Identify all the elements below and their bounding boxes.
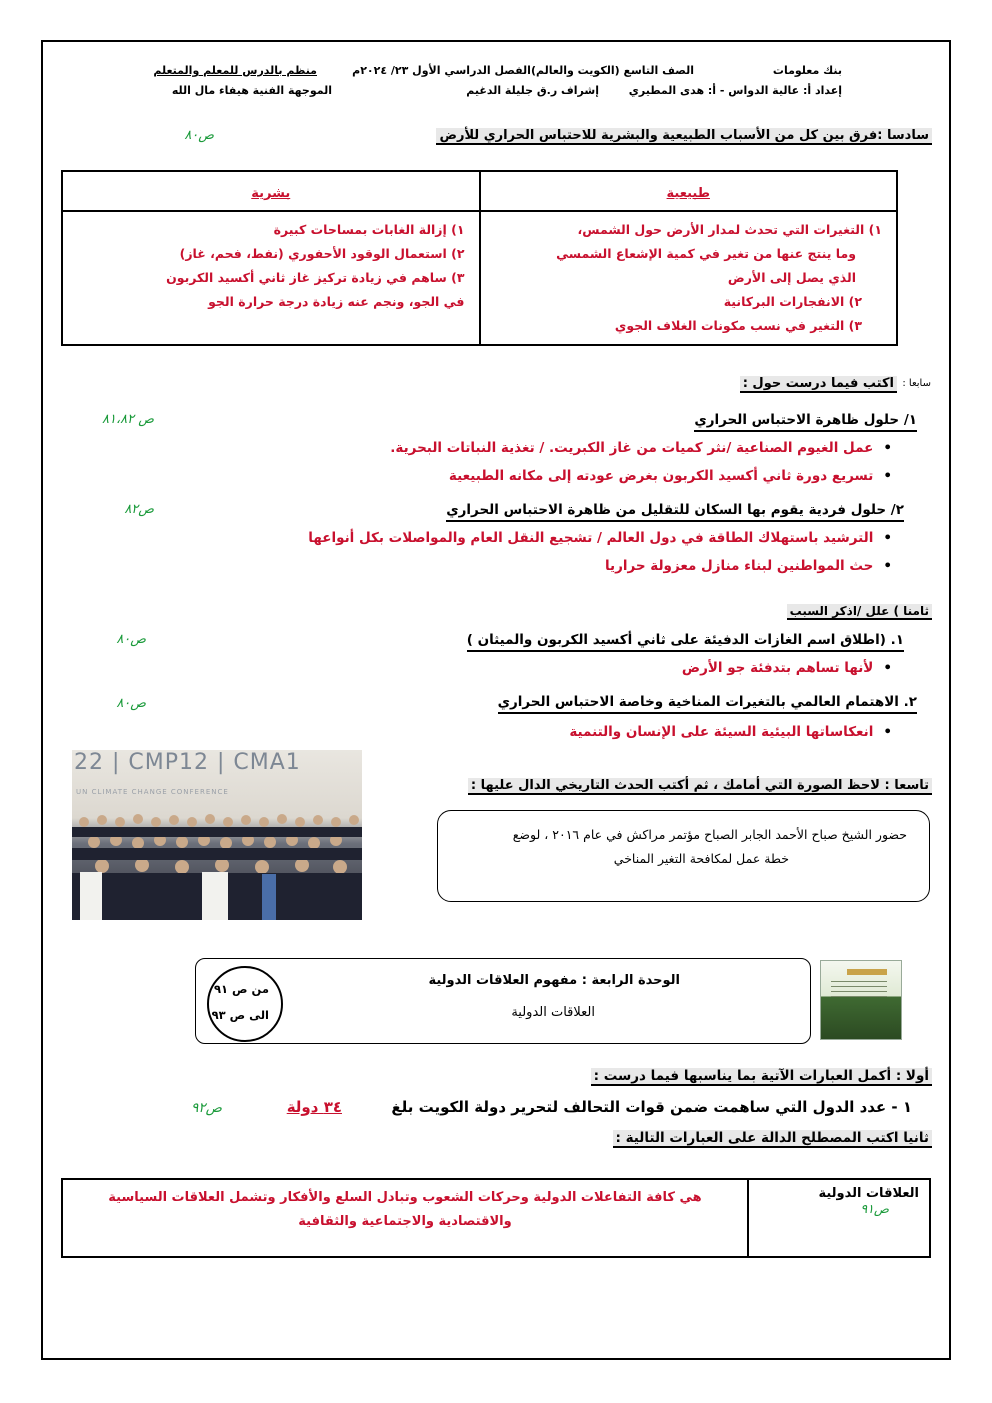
section8-q2-answer: • انعكاساتها البيئية السيئة على الإنسان والتنمية <box>569 724 892 740</box>
section7-q1-answer1: • عمل الغيوم الصناعية /نثر كميات من غاز الكبريت. / تغذية النباتات البحرية. <box>390 440 892 456</box>
unit-cover-title-mark <box>847 969 887 975</box>
part1-question: ١ - عدد الدول التي ساهمت ضمن قوات التحالف لتحرير دولة الكويت بلغ <box>391 1098 912 1116</box>
unit4-pages-circle <box>207 966 283 1042</box>
human-item: ٣) ساهم في زيادة تركيز غاز ثاني أكسيد الكربون <box>166 270 465 285</box>
part1-answer: ٣٤ دولة <box>286 1098 342 1116</box>
human-item: ٢) استعمال الوقود الأحفوري (نفط، فحم، غاز) <box>179 246 465 261</box>
human-item: في الجو، ونجم عنه زيادة درجة حرارة الجو <box>208 294 465 309</box>
crowd-illustration <box>72 810 362 920</box>
section7-title: اكتب فيما درست حول : <box>740 376 897 393</box>
term-page-ref: ص٩١ <box>860 1201 889 1216</box>
conference-photo <box>72 750 362 920</box>
unit4-from-page: من ص ٩١ <box>214 982 269 996</box>
header-tech-supervisor: الموجهة الفنية هيفاء مال الله <box>171 84 332 97</box>
section6-title: سادسا :فرق بين كل من الأسباب الطبيعية والبشرية للاحتباس الحراري للأرض <box>436 128 932 145</box>
unit4-subtitle: العلاقات الدولية <box>511 1005 595 1020</box>
unit4-to-page: الى ص ٩٣ <box>211 1008 269 1022</box>
section9-answer-box <box>437 810 930 902</box>
definition-line1: هي كافة التفاعلات الدولية وحركات الشعوب وتبادل السلع والأفكار وتشمل العلاقات السياسية <box>108 1190 702 1205</box>
header-supervision: إشراف ر.ق جليلة الدغيم <box>466 84 599 97</box>
section7-q2-ref: ص٨٢ <box>124 502 154 517</box>
photo-subtitle: UN CLIMATE CHANGE CONFERENCE <box>76 788 229 796</box>
unit4-title: الوحدة الرابعة : مفهوم العلاقات الدولية <box>428 973 680 988</box>
natural-causes-cell <box>480 211 898 345</box>
natural-item: ٢) الانفجارات البركانية <box>723 294 862 309</box>
human-item: ١) إزالة الغابات بمساحات كبيرة <box>273 222 465 237</box>
human-causes-cell <box>62 211 480 345</box>
part1-page-ref: ص٩٢ <box>191 1100 222 1116</box>
section7-q2: ٢/ حلول فردية يقوم بها السكان للتقليل من ظاهرة الاحتباس الحراري <box>446 502 904 522</box>
section7-q1-answer2: • تسريع دورة ثاني أكسيد الكربون بغرض عودته إلى مكانه الطبيعية <box>449 468 892 484</box>
col-human-header: بشرية <box>251 185 291 201</box>
part2-title: ثانيا اكتب المصطلح الدالة على العبارات التالية : <box>613 1130 932 1148</box>
part1-title: أولا : أكمل العبارات الآتية بما يناسبها فيما درست : <box>591 1068 932 1086</box>
header-grade: الصف التاسع (الكويت والعالم)الفصل الدراسي الأول ٢٣/ ٢٠٢٤م <box>352 64 694 77</box>
section8-q2: ٢. الاهتمام العالمي بالتغيرات المناخية وخاصة الاحتباس الحراري <box>498 694 917 714</box>
definition-cell <box>62 1179 748 1257</box>
natural-item: ٣) التغير في نسب مكونات الغلاف الجوي <box>614 318 862 333</box>
section7-q1-ref: ص ٨١،٨٢ <box>102 412 154 427</box>
section9-title: تاسعا : لاحظ الصورة التي أمامك ، ثم أكتب الحدث التاريخي الدال عليها : <box>468 778 932 795</box>
term-cell <box>748 1179 930 1257</box>
section9-answer-line2: خطة عمل لمكافحة التغير المناخي <box>613 851 789 866</box>
natural-item: ١) التغيرات التي تحدث لمدار الأرض حول الشمس، <box>577 222 882 237</box>
header-bank: بنك معلومات <box>772 64 842 77</box>
natural-item: وما ينتج عنها من تغير في كمية الإشعاع الشمسي <box>556 246 856 261</box>
definition-table <box>61 1178 931 1258</box>
unit-book-cover-image <box>820 960 902 1040</box>
header-prepared: إعداد أ: عالية الدواس - أ: هدى المطيري <box>628 84 842 97</box>
natural-item: الذي يصل إلى الأرض <box>727 270 856 285</box>
section9-answer-line1: حضور الشيخ صباح الأحمد الجابر الصباح مؤتمر مراكش في عام ٢٠١٦ ، لوضع <box>512 827 907 842</box>
section8-title: ثامنا ) علل /اذكر السبب <box>787 604 932 620</box>
unit-cover-text-lines <box>831 981 887 999</box>
section8-q1-answer: • لأنها تساهم بتدفئة جو الأرض <box>682 660 892 676</box>
section7-q2-answer2: • حث المواطنين لبناء منازل معزولة حراريا <box>605 558 892 574</box>
header-organizer: منظم بالدرس للمعلم والمتعلم <box>153 64 317 77</box>
photo-banner: 22 | CMP12 | CMA1 <box>74 750 301 775</box>
section8-q2-ref: ص٨٠ <box>116 696 146 711</box>
unit4-box <box>195 958 811 1044</box>
col-natural-header: طبيعية <box>666 185 710 201</box>
section6-page-ref: ص٨٠ <box>184 128 214 143</box>
section7-q2-answer1: • الترشيد باستهلاك الطاقة في دول العالم / تشجيع النقل العام والمواصلات بكل أنواعها <box>308 530 892 546</box>
definition-line2: والاقتصادية والاجتماعية والثقافية <box>298 1214 512 1229</box>
comparison-table <box>61 170 898 346</box>
section7-q1: ١/ حلول ظاهرة الاحتباس الحراري <box>694 412 917 432</box>
section8-q1-ref: ص٨٠ <box>116 632 146 647</box>
section8-q1: ١. (اطلاق اسم الغازات الدفيئة على ثاني أكسيد الكربون والميثان ) <box>467 632 904 652</box>
term-label: العلاقات الدولية <box>818 1186 919 1201</box>
section7-label: سابعا : <box>902 378 931 389</box>
